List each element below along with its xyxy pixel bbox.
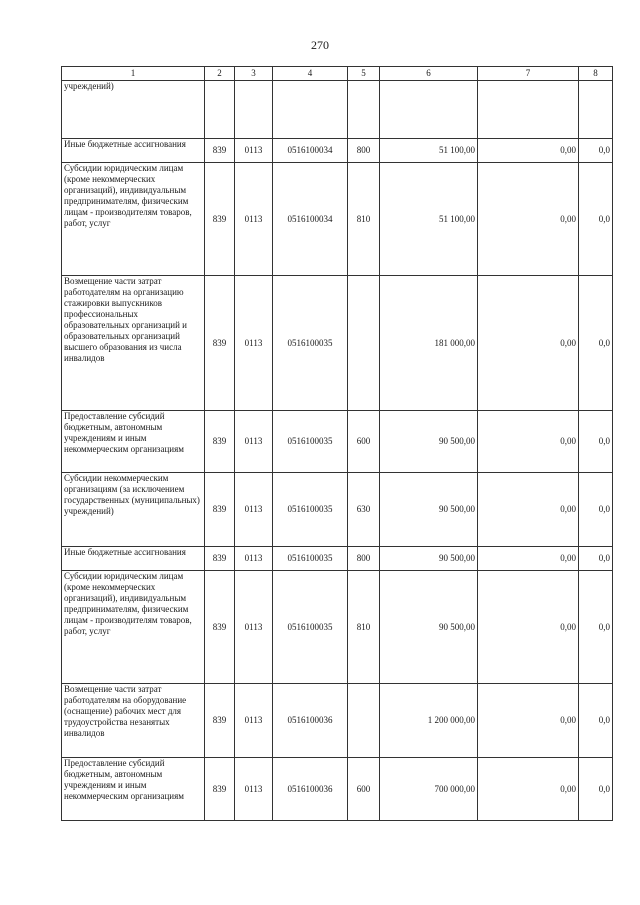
cell-expense-type: 600 bbox=[348, 411, 380, 473]
table-row bbox=[62, 473, 613, 547]
cell-col8: 0,0 bbox=[579, 411, 613, 473]
cell-target-article: 0516100036 bbox=[273, 684, 348, 758]
cell-section-code: 0113 bbox=[235, 276, 273, 411]
cell-section-code: 0113 bbox=[235, 139, 273, 163]
cell-name: учреждений) bbox=[62, 81, 205, 139]
cell-section-code: 0113 bbox=[235, 758, 273, 821]
cell-target-article: 0516100035 bbox=[273, 547, 348, 571]
cell-target-article: 0516100035 bbox=[273, 571, 348, 684]
cell-col7: 0,00 bbox=[478, 276, 579, 411]
cell-section-code: 0113 bbox=[235, 163, 273, 276]
cell-amount: 51 100,00 bbox=[380, 139, 478, 163]
cell-col8: 0,0 bbox=[579, 139, 613, 163]
cell-department-code: 839 bbox=[205, 139, 235, 163]
cell-col7: 0,00 bbox=[478, 684, 579, 758]
cell-expense-type: 630 bbox=[348, 473, 380, 547]
cell-department-code: 839 bbox=[205, 163, 235, 276]
table-row bbox=[62, 758, 613, 821]
cell-expense-type: 600 bbox=[348, 758, 380, 821]
cell-target-article: 0516100035 bbox=[273, 276, 348, 411]
table-row bbox=[62, 81, 613, 139]
column-header: 3 bbox=[235, 67, 273, 81]
cell-col8: 0,0 bbox=[579, 684, 613, 758]
column-header: 4 bbox=[273, 67, 348, 81]
cell-amount: 51 100,00 bbox=[380, 163, 478, 276]
table-row bbox=[62, 547, 613, 571]
cell-amount: 90 500,00 bbox=[380, 547, 478, 571]
cell-target-article: 0516100035 bbox=[273, 411, 348, 473]
column-header: 5 bbox=[348, 67, 380, 81]
cell-expense-type bbox=[348, 684, 380, 758]
cell-name: Субсидии некоммерческим организациям (за исключением государственных (муниципальных) учреждений) bbox=[62, 473, 205, 547]
cell-col7: 0,00 bbox=[478, 547, 579, 571]
cell-name: Иные бюджетные ассигнования bbox=[62, 139, 205, 163]
cell-name: Субсидии юридическим лицам (кроме некоммерческих организаций), индивидуальным предпринимателям, физическим лицам - производителям товаров, работ, услуг bbox=[62, 571, 205, 684]
cell-department-code: 839 bbox=[205, 571, 235, 684]
cell-department-code: 839 bbox=[205, 411, 235, 473]
cell-name: Предоставление субсидий бюджетным, автономным учреждениям и иным некоммерческим организациям bbox=[62, 411, 205, 473]
cell-expense-type: 800 bbox=[348, 547, 380, 571]
cell-section-code: 0113 bbox=[235, 473, 273, 547]
column-header: 1 bbox=[62, 67, 205, 81]
budget-table bbox=[61, 66, 613, 821]
table-row bbox=[62, 571, 613, 684]
cell-target-article bbox=[273, 81, 348, 139]
column-header: 8 bbox=[579, 67, 613, 81]
cell-col7: 0,00 bbox=[478, 571, 579, 684]
cell-amount: 90 500,00 bbox=[380, 571, 478, 684]
cell-amount: 1 200 000,00 bbox=[380, 684, 478, 758]
column-header: 6 bbox=[380, 67, 478, 81]
cell-amount: 181 000,00 bbox=[380, 276, 478, 411]
table-row bbox=[62, 163, 613, 276]
cell-section-code: 0113 bbox=[235, 411, 273, 473]
cell-section-code: 0113 bbox=[235, 547, 273, 571]
cell-name: Иные бюджетные ассигнования bbox=[62, 547, 205, 571]
cell-col8: 0,0 bbox=[579, 473, 613, 547]
table-row bbox=[62, 684, 613, 758]
cell-name: Предоставление субсидий бюджетным, автономным учреждениям и иным некоммерческим организациям bbox=[62, 758, 205, 821]
cell-amount: 700 000,00 bbox=[380, 758, 478, 821]
cell-col7: 0,00 bbox=[478, 473, 579, 547]
cell-expense-type bbox=[348, 81, 380, 139]
cell-target-article: 0516100035 bbox=[273, 473, 348, 547]
table-row bbox=[62, 411, 613, 473]
cell-target-article: 0516100034 bbox=[273, 163, 348, 276]
cell-expense-type: 810 bbox=[348, 571, 380, 684]
cell-expense-type bbox=[348, 276, 380, 411]
column-header: 2 bbox=[205, 67, 235, 81]
cell-amount bbox=[380, 81, 478, 139]
cell-amount: 90 500,00 bbox=[380, 411, 478, 473]
cell-col8: 0,0 bbox=[579, 163, 613, 276]
cell-section-code bbox=[235, 81, 273, 139]
cell-amount: 90 500,00 bbox=[380, 473, 478, 547]
cell-department-code: 839 bbox=[205, 276, 235, 411]
cell-col8: 0,0 bbox=[579, 276, 613, 411]
cell-col8 bbox=[579, 81, 613, 139]
cell-name: Субсидии юридическим лицам (кроме некоммерческих организаций), индивидуальным предпринимателям, физическим лицам - производителям товаров, работ, услуг bbox=[62, 163, 205, 276]
header-row bbox=[62, 67, 613, 81]
cell-col7: 0,00 bbox=[478, 163, 579, 276]
cell-department-code: 839 bbox=[205, 473, 235, 547]
cell-col7 bbox=[478, 81, 579, 139]
cell-col8: 0,0 bbox=[579, 758, 613, 821]
cell-col8: 0,0 bbox=[579, 547, 613, 571]
cell-department-code: 839 bbox=[205, 684, 235, 758]
cell-target-article: 0516100034 bbox=[273, 139, 348, 163]
cell-expense-type: 810 bbox=[348, 163, 380, 276]
cell-section-code: 0113 bbox=[235, 684, 273, 758]
cell-name: Возмещение части затрат работодателям на организацию стажировки выпускников профессиональных образовательных организаций и образовательных организаций высшего образования из числа инвалидов bbox=[62, 276, 205, 411]
cell-col8: 0,0 bbox=[579, 571, 613, 684]
cell-department-code: 839 bbox=[205, 758, 235, 821]
cell-section-code: 0113 bbox=[235, 571, 273, 684]
cell-expense-type: 800 bbox=[348, 139, 380, 163]
column-header: 7 bbox=[478, 67, 579, 81]
cell-target-article: 0516100036 bbox=[273, 758, 348, 821]
cell-department-code bbox=[205, 81, 235, 139]
table-row bbox=[62, 276, 613, 411]
table-row bbox=[62, 139, 613, 163]
cell-col7: 0,00 bbox=[478, 411, 579, 473]
page-number: 270 bbox=[311, 38, 329, 52]
cell-name: Возмещение части затрат работодателям на оборудование (оснащение) рабочих мест для трудоустройства незанятых инвалидов bbox=[62, 684, 205, 758]
cell-col7: 0,00 bbox=[478, 758, 579, 821]
cell-col7: 0,00 bbox=[478, 139, 579, 163]
cell-department-code: 839 bbox=[205, 547, 235, 571]
